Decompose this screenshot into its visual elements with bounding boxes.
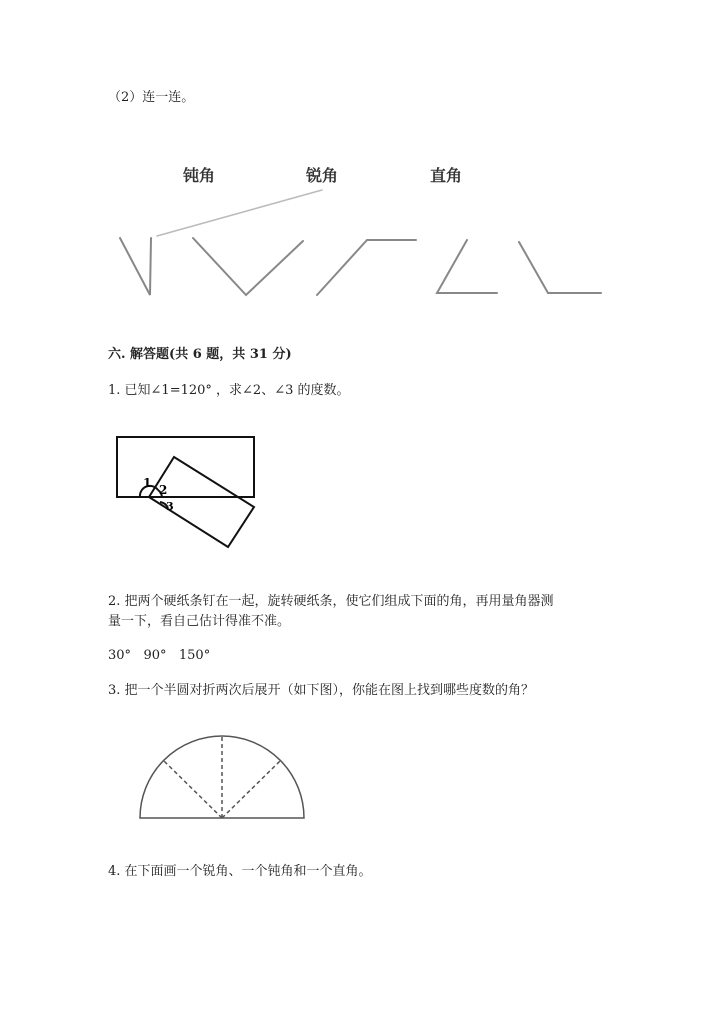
angle-label-3: 3 — [166, 500, 174, 513]
angle-shape-5 — [519, 242, 601, 293]
label-obtuse: 钝角 — [183, 166, 216, 185]
question-2-line1: 2. 把两个硬纸条钉在一起，旋转硬纸条，使它们组成下面的角，再用量角器测 — [108, 594, 554, 609]
label-right: 直角 — [430, 166, 463, 185]
angle-matching-figure — [0, 0, 720, 320]
rectangles-figure — [110, 430, 280, 560]
angle-label-1: 1 — [143, 476, 152, 490]
angle-shape-2 — [193, 238, 303, 295]
angle-shape-1 — [120, 238, 151, 295]
part2-heading: （2）连一连。 — [108, 90, 195, 105]
section6-title: 六. 解答题(共 6 题，共 31 分) — [108, 347, 292, 362]
question-4: 4. 在下面画一个锐角、一个钝角和一个直角。 — [108, 864, 372, 879]
question-2-angles: 30° 90° 150° — [108, 648, 211, 663]
label-acute: 锐角 — [306, 166, 339, 185]
angle-shape-3 — [317, 240, 416, 295]
angle-label-2: 2 — [159, 483, 168, 497]
question-2-line2: 量一下，看自己估计得准不准。 — [108, 614, 291, 629]
semicircle-figure — [130, 720, 330, 830]
connecting-line — [157, 190, 322, 236]
angle-shape-4 — [437, 240, 497, 293]
question-1: 1. 已知∠1=120° ，求∠2、∠3 的度数。 — [108, 383, 350, 398]
question-3: 3. 把一个半圆对折两次后展开（如下图），你能在图上找到哪些度数的角？ — [108, 683, 535, 698]
